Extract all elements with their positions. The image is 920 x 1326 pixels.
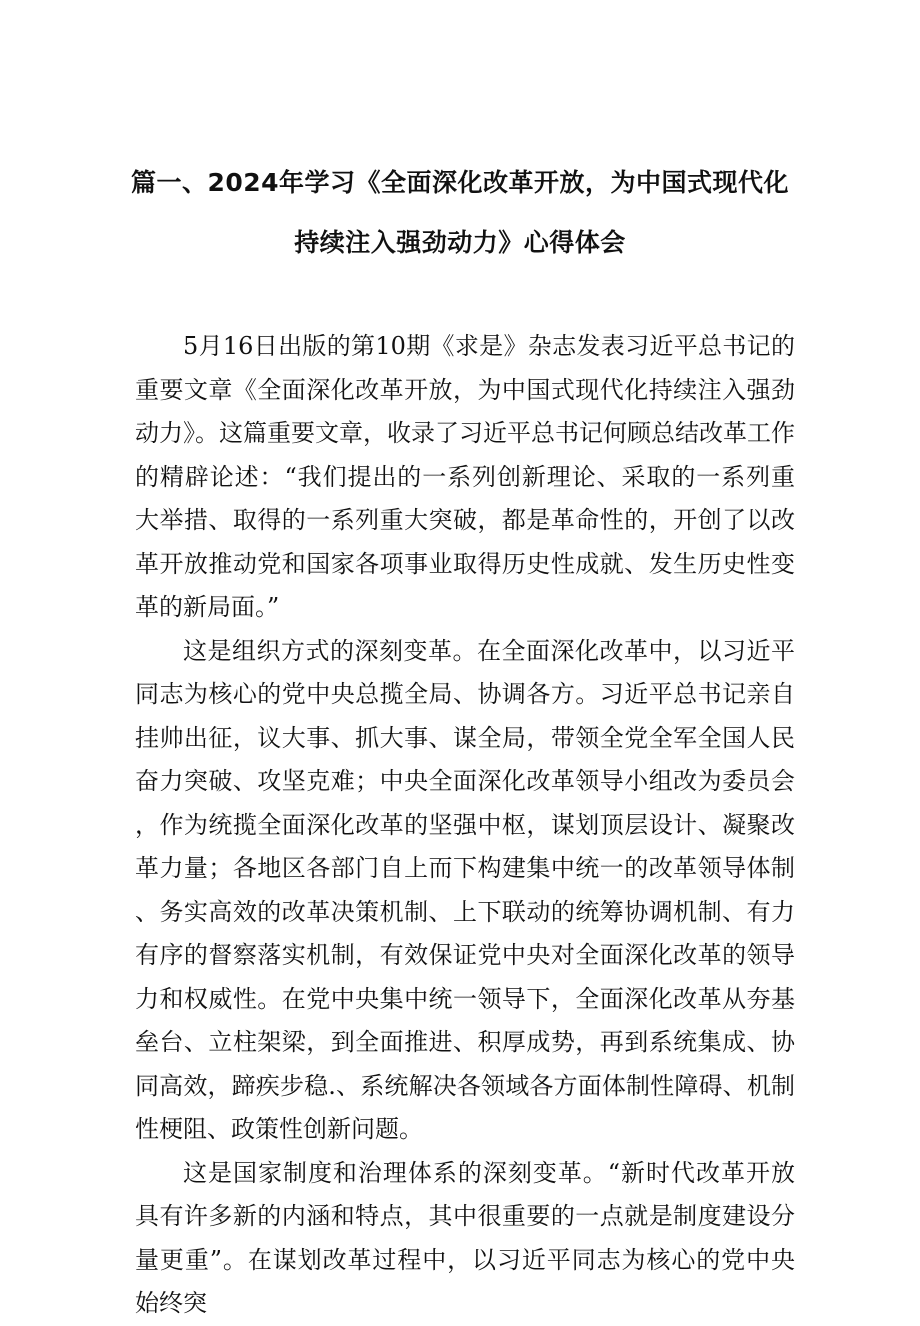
- paragraph-2: 这是组织方式的深刻变革。在全面深化改革中，以习近平同志为核心的党中央总揽全局、协调各方。习近平总书记亲自挂帅出征，议大事、抓大事、谋全局，带领全党全军全国人民奋力突破、攻坚克难；中央全面深化改革领导小组改为委员会，作为统揽全面深化改革的坚强中枢，谋划顶层设计、凝聚改革力量；各地区各部门自上而下构建集中统一的改革领导体制、务实高效的改革决策机制、上下联动的统筹协调机制、有力有序的督察落实机制，有效保证党中央对全面深化改革的领导力和权威性。在党中央集中统一领导下，全面深化改革从夯基垒台、立柱架梁，到全面推进、积厚成势，再到系统集成、协同高效，蹄疾步稳.、系统解决各领域各方面体制性障碍、机制性梗阻、政策性创新问题。: [135, 636, 795, 1143]
- paragraph-3: 这是国家制度和治理体系的深刻变革。“新时代改革开放具有许多新的内涵和特点，其中很重要的一点就是制度建设分量更重”。在谋划改革过程中，以习近平同志为核心的党中央始终突: [135, 1158, 795, 1317]
- document-title-line-2: 持续注入强劲动力》心得体会: [294, 228, 626, 257]
- paragraph-1: 5月16日出版的第10期《求是》杂志发表习近平总书记的重要文章《全面深化改革开放，为中国式现代化持续注入强劲动力》。这篇重要文章，收录了习近平总书记何顾总结改革工作的精辟论述：“我们提出的一系列创新理论、采取的一系列重大举措、取得的一系列重大突破，都是革命性的，开创了以改革开放推动党和国家各项事业取得历史性成就、发生历史性变革的新局面。”: [135, 332, 795, 621]
- document-title-line-1: 篇一、2024年学习《全面深化改革开放，为中国式现代化: [130, 168, 790, 197]
- document-body: [135, 325, 795, 1326]
